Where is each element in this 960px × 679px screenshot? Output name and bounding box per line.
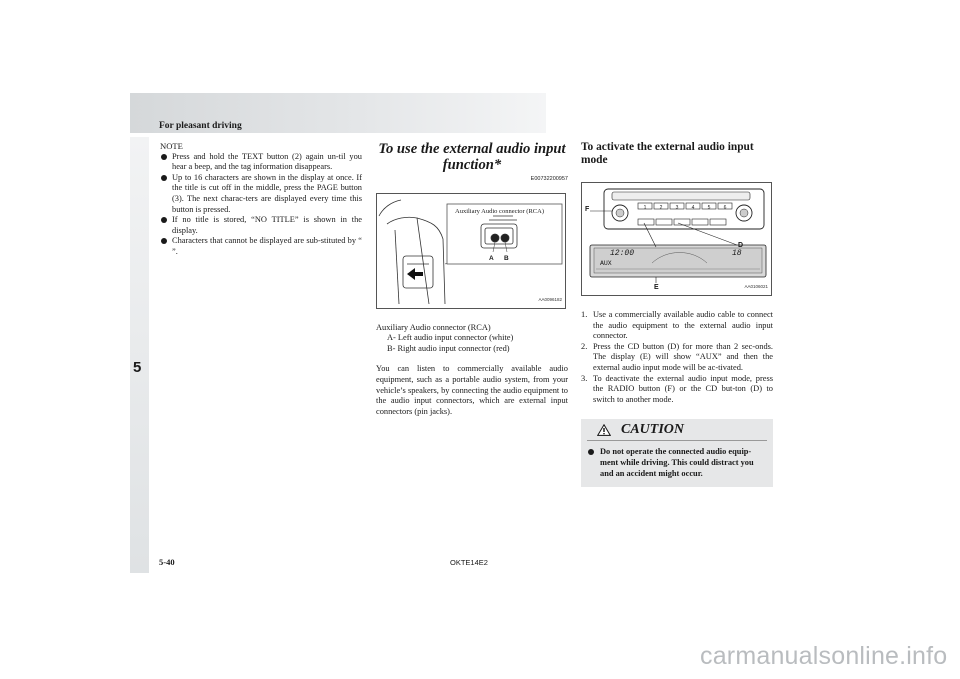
- preset-button: 3: [675, 205, 679, 211]
- section-code: E00732200957: [530, 176, 568, 182]
- caution-item: Do not operate the connected audio equip-ment while driving. This could distract you and an accident might occur.: [587, 447, 767, 479]
- page-header-title: For pleasant driving: [159, 121, 242, 131]
- bullet-icon: [161, 217, 167, 223]
- body-paragraph: You can listen to commercially available audio equipment, such as a portable audio system, from your vehicle’s speakers, by connecting the audio equipment to the audio input connectors, which are external input connectors (pin jacks).: [376, 364, 568, 416]
- bullet-icon: [161, 154, 167, 160]
- display-time: 12:00: [610, 249, 635, 258]
- marker-b: B: [504, 254, 509, 262]
- activate-aux-column: [581, 141, 773, 487]
- insert-arrow-icon: [407, 268, 423, 280]
- warning-triangle-icon: [597, 424, 611, 436]
- caption-item-a: A- Left audio input connector (white): [387, 333, 514, 343]
- figure-label: Auxiliary Audio connector (RCA): [455, 207, 544, 215]
- caution-title: CAUTION: [621, 422, 685, 438]
- watermark: carmanualsonline.info: [700, 642, 948, 670]
- radio-unit-figure: [581, 182, 772, 296]
- steps-list: [581, 310, 773, 405]
- aux-connector-figure: [376, 193, 566, 309]
- caution-header: [587, 424, 767, 441]
- preset-button: 5: [707, 205, 711, 211]
- section-title: To use the external audio input function*: [378, 141, 566, 173]
- preset-button: 4: [691, 205, 695, 211]
- figure-code: AA0096182: [538, 297, 562, 302]
- preset-buttons: [638, 203, 732, 214]
- note-bullet-list: [160, 152, 362, 258]
- display-mode: AUX: [600, 260, 612, 267]
- preset-button: 2: [659, 205, 663, 211]
- marker-a: A: [489, 254, 494, 262]
- chapter-number: 5: [133, 359, 142, 376]
- radio-illustration: [582, 183, 771, 295]
- step-item: 2. Press the CD button (D) for more than 2 sec-onds. The display (E) will show “AUX” and then the external audio input mode will be ac-tivated.: [581, 341, 773, 372]
- external-audio-column: [376, 141, 568, 417]
- chapter-tab: [130, 137, 149, 573]
- label-f: F: [585, 206, 590, 213]
- figure-code: AA0106021: [744, 284, 768, 290]
- note-bullet: Up to 16 characters are shown in the display at once. If the title is cut off in the middle, press the PAGE button (3). The next charac-ters are displayed every time this button is pressed.: [160, 173, 362, 215]
- note-bullet: If no title is stored, “NO TITLE” is shown in the display.: [160, 215, 362, 236]
- note-column: [160, 141, 362, 258]
- note-bullet: Characters that cannot be displayed are sub-stituted by “ ”.: [160, 236, 362, 257]
- preset-button: 6: [723, 205, 727, 211]
- bullet-icon: [161, 175, 167, 181]
- caption-title: Auxiliary Audio connector (RCA): [376, 322, 491, 332]
- display-channel: 18: [732, 249, 742, 258]
- label-d: D: [738, 242, 744, 249]
- step-item: 3. To deactivate the external audio input mode, press the RADIO button (F) or the CD but-ton (D) to switch to another mode.: [581, 373, 773, 404]
- bullet-icon: [588, 449, 594, 455]
- figure-caption: [376, 323, 568, 355]
- note-label: NOTE: [160, 141, 183, 151]
- caption-item-b: B- Right audio input connector (red): [387, 343, 510, 353]
- preset-button: 1: [643, 205, 647, 211]
- label-e: E: [654, 284, 659, 291]
- doc-code: OKTE14E2: [450, 558, 488, 567]
- note-bullet: Press and hold the TEXT button (2) again un-til you hear a beep, and the tag information disappears.: [160, 152, 362, 173]
- step-item: 1. Use a commercially available audio cable to connect the audio equipment to the external audio input connector.: [581, 310, 773, 341]
- page-number: 5-40: [159, 557, 175, 567]
- section-title: To activate the external audio input mode: [581, 141, 754, 166]
- bullet-icon: [161, 238, 167, 244]
- caution-list: [587, 447, 767, 479]
- caution-box: [581, 419, 773, 487]
